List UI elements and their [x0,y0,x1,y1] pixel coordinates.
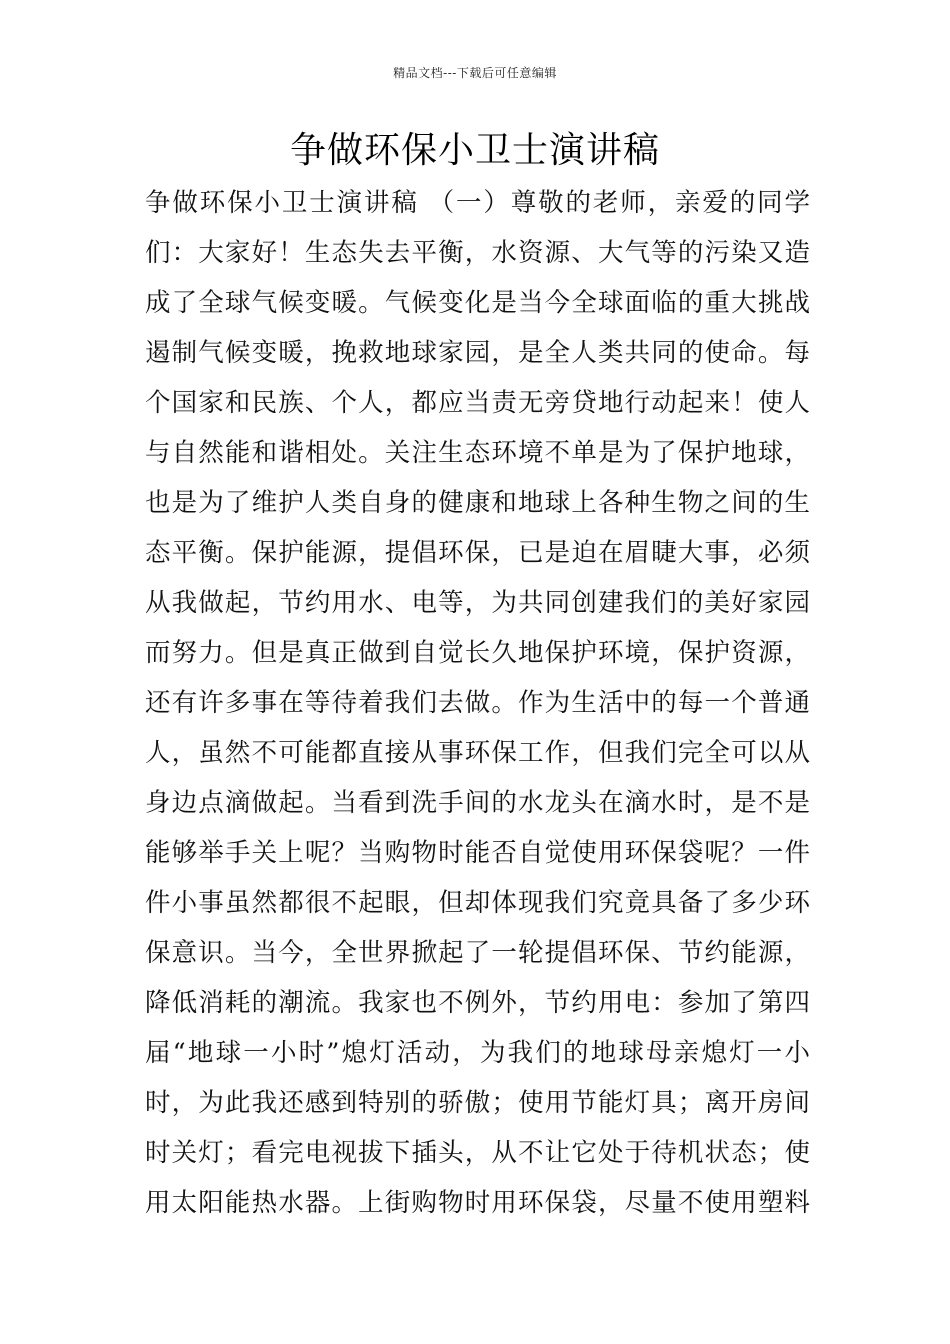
body-line: 成了全球气候变暖。气候变化是当今全球面临的重大挑战 [145,288,810,318]
body-line: 人，虽然不可能都直接从事环保工作，但我们完全可以从 [145,738,810,768]
body-line: 还有许多事在等待着我们去做。作为生活中的每一个普通 [145,688,810,718]
header-note: 精品文档---下载后可任意编辑 [393,66,557,80]
body-line: 件小事虽然都很不起眼，但却体现我们究竟具备了多少环 [145,888,810,918]
body-line: 争做环保小卫士演讲稿 （一）尊敬的老师，亲爱的同学 [145,188,810,218]
body-line: 降低消耗的潮流。我家也不例外，节约用电：参加了第四 [145,988,810,1018]
body-line: 届“地球一小时”熄灯活动，为我们的地球母亲熄灯一小 [145,1038,810,1068]
body-line: 们：大家好！生态失去平衡，水资源、大气等的污染又造 [145,238,810,268]
body-line: 与自然能和谐相处。关注生态环境不单是为了保护地球， [145,438,810,468]
body-text [145,178,810,1228]
body-line: 能够举手关上呢？当购物时能否自觉使用环保袋呢？一件 [145,838,810,868]
body-line: 态平衡。保护能源，提倡环保，已是迫在眉睫大事，必须 [145,538,810,568]
body-line: 个国家和民族、个人，都应当责无旁贷地行动起来！使人 [145,388,810,418]
body-line: 保意识。当今，全世界掀起了一轮提倡环保、节约能源， [145,938,810,968]
body-line: 时，为此我还感到特别的骄傲；使用节能灯具；离开房间 [145,1088,810,1118]
body-line: 也是为了维护人类自身的健康和地球上各种生物之间的生 [145,488,810,518]
body-line: 而努力。但是真正做到自觉长久地保护环境，保护资源， [145,638,810,668]
body-line: 用太阳能热水器。上街购物时用环保袋，尽量不使用塑料 [145,1188,810,1218]
body-line: 时关灯；看完电视拔下插头，从不让它处于待机状态；使 [145,1138,810,1168]
body-line: 身边点滴做起。当看到洗手间的水龙头在滴水时，是不是 [145,788,810,818]
document-title: 争做环保小卫士演讲稿 [289,130,660,171]
body-line: 从我做起，节约用水、电等，为共同创建我们的美好家园 [145,588,810,618]
body-line: 遏制气候变暖，挽救地球家园，是全人类共同的使命。每 [145,338,810,368]
